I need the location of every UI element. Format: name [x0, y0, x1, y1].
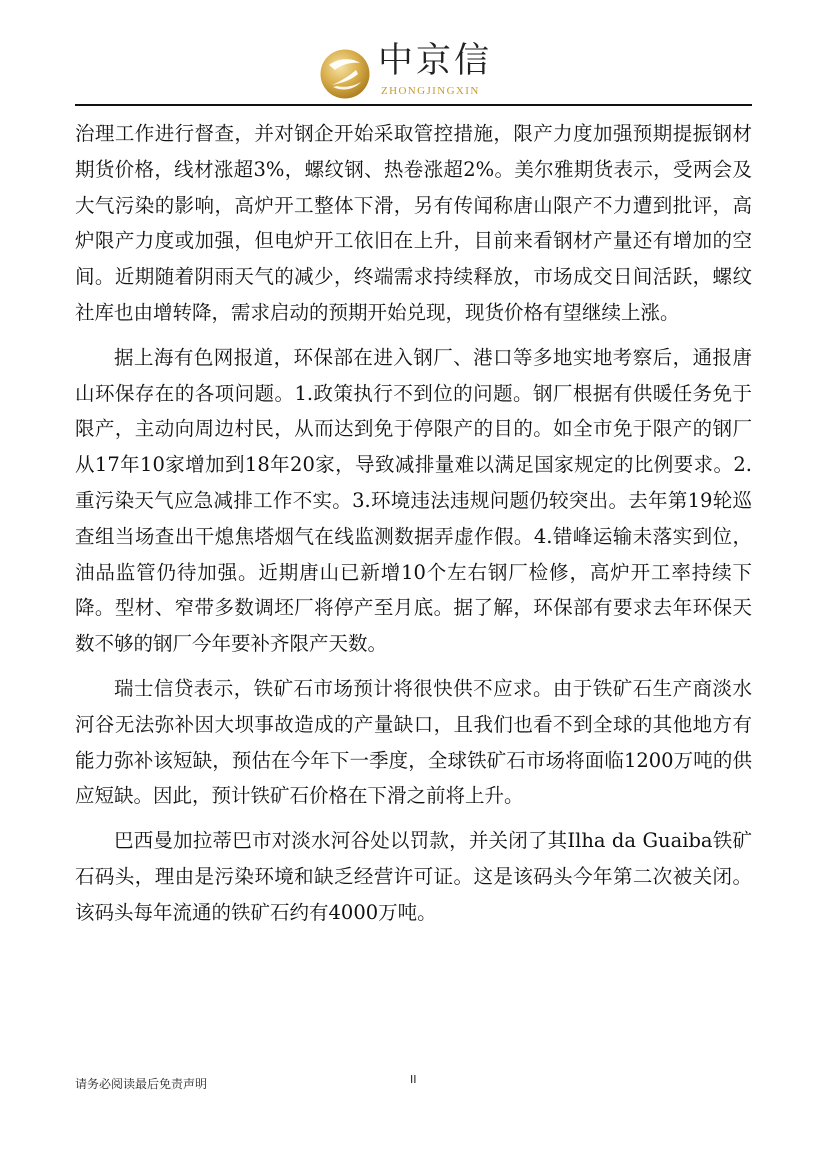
paragraph-tangshan-environmental: 据上海有色网报道，环保部在进入钢厂、港口等多地实地考察后，通报唐山环保存在的各项问题。1.政策执行不到位的问题。钢厂根据有供暖任务免于限产，主动向周边村民，从而达到免于停限产的目的。如全市免于限产的钢厂从17年10家增加到18年20家，导致减排量难以满足国家规定的比例要求。2.重污染天气应急减排工作不实。3.环境违法违规问题仍较突出。去年第19轮巡查组当场查出干熄焦塔烟气在线监测数据弄虚作假。4.错峰运输未落实到位，油品监管仍待加强。近期唐山已新增10个左右钢厂检修，高炉开工率持续下降。型材、窄带多数调坯厂将停产至月底。据了解，环保部有要求去年环保天数不够的钢厂今年要补齐限产天数。: [75, 345, 752, 656]
zjx-gold-circle-logo-icon: [319, 48, 371, 100]
footer-disclaimer: 请务必阅读最后免责声明: [75, 1077, 208, 1091]
brand-name: 中京信: [378, 41, 493, 81]
page-number: II: [410, 1073, 417, 1086]
header-divider: [75, 104, 752, 106]
brand-pinyin: ZHONGJINGXIN: [381, 85, 480, 97]
paragraph-vale-terminal-closure: 巴西曼加拉蒂巴市对淡水河谷处以罚款，并关闭了其Ilha da Guaiba铁矿石码头，理由是污染环境和缺乏经营许可证。这是该码头今年第二次被关闭。该码头每年流通的铁矿石约有4000万吨。: [75, 829, 752, 924]
document-body: [75, 116, 752, 940]
paragraph-credit-suisse-iron-ore: 瑞士信贷表示，铁矿石市场预计将很快供不应求。由于铁矿石生产商淡水河谷无法弥补因大坝事故造成的产量缺口，且我们也看不到全球的其他地方有能力弥补该短缺，预估在今年下一季度，全球铁矿石市场将面临1200万吨的供应短缺。因此，预计铁矿石价格在下滑之前将上升。: [75, 676, 752, 808]
page-header: [0, 0, 827, 108]
paragraph-steel-futures: 治理工作进行督查，并对钢企开始采取管控措施，限产力度加强预期提振钢材期货价格，线材涨超3%，螺纹钢、热卷涨超2%。美尔雅期货表示，受两会及大气污染的影响，高炉开工整体下滑，另有传闻称唐山限产不力遭到批评，高炉限产力度或加强，但电炉开工依旧在上升，目前来看钢材产量还有增加的空间。近期随着阴雨天气的减少，终端需求持续释放，市场成交日间活跃，螺纹社库也由增转降，需求启动的预期开始兑现，现货价格有望继续上涨。: [75, 122, 752, 324]
